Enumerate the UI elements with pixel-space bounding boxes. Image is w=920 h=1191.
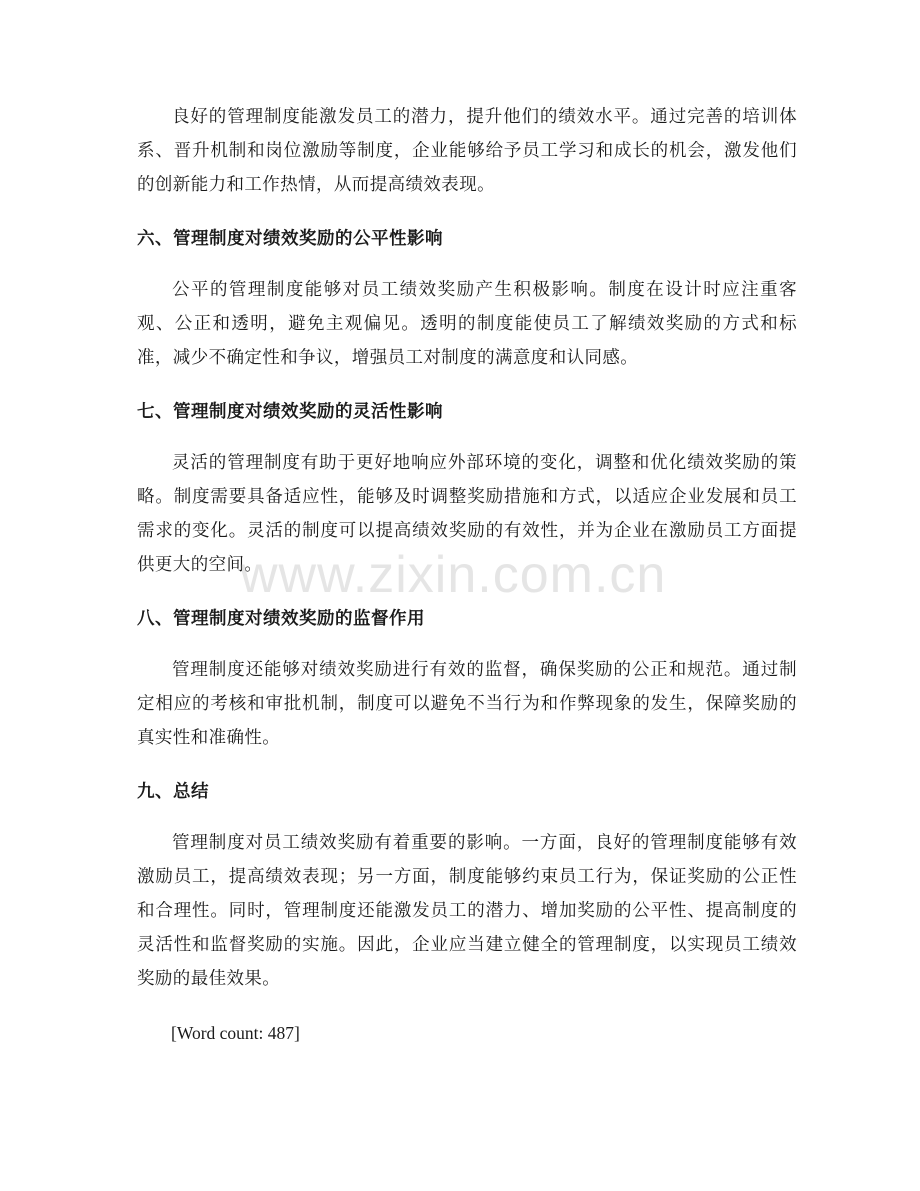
paragraph-intro: 良好的管理制度能激发员工的潜力，提升他们的绩效水平。通过完善的培训体系、晋升机制和岗位激励等制度，企业能够给予员工学习和成长的机会，激发他们的创新能力和工作热情，从而提高绩效表现。 [137,107,797,195]
document-body [137,100,797,1050]
paragraph-section-8: 管理制度还能够对绩效奖励进行有效的监督，确保奖励的公正和规范。通过制定相应的考核和审批机制，制度可以避免不当行为和作弊现象的发生，保障奖励的真实性和准确性。 [137,660,797,748]
word-count: [Word count: 487] [171,1023,300,1043]
watermark: www.zixin.com.cn [240,546,667,604]
paragraph-section-6: 公平的管理制度能够对员工绩效奖励产生积极影响。制度在设计时应注重客观、公正和透明，避免主观偏见。透明的制度能使员工了解绩效奖励的方式和标准，减少不确定性和争议，增强员工对制度的满意度和认同感。 [137,280,797,368]
heading-section-6: 六、管理制度对绩效奖励的公平性影响 [137,229,443,249]
heading-section-9: 九、总结 [137,782,209,802]
paragraph-section-9: 管理制度对员工绩效奖励有着重要的影响。一方面，良好的管理制度能够有效激励员工，提高绩效表现；另一方面，制度能够约束员工行为，保证奖励的公正性和合理性。同时，管理制度还能激发员工的潜力、增加奖励的公平性、提高制度的灵活性和监督奖励的实施。因此，企业应当建立健全的管理制度，以实现员工绩效奖励的最佳效果。 [137,833,797,989]
heading-section-7: 七、管理制度对绩效奖励的灵活性影响 [137,402,443,422]
paragraph-section-7: 灵活的管理制度有助于更好地响应外部环境的变化，调整和优化绩效奖励的策略。制度需要具备适应性，能够及时调整奖励措施和方式，以适应企业发展和员工需求的变化。灵活的制度可以提高绩效奖励的有效性，并为企业在激励员工方面提供更大的空间。 [137,453,797,575]
heading-section-8: 八、管理制度对绩效奖励的监督作用 [137,609,425,629]
